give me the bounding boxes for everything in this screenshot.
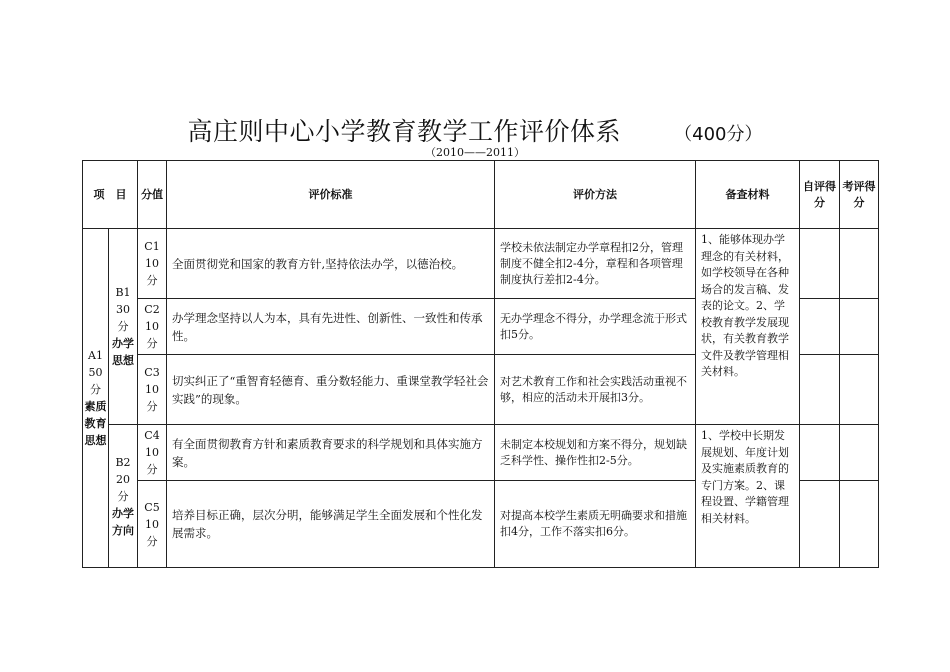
b2-category-cell bbox=[109, 425, 138, 568]
c4-standard: 有全面贯彻教育方针和素质教育要求的科学规划和具体实施方案。 bbox=[167, 425, 495, 481]
c5-standard: 培养目标正确，层次分明，能够满足学生全面发展和个性化发展需求。 bbox=[167, 481, 495, 568]
c2-score: C2 10 分 bbox=[138, 299, 167, 355]
total-score: （400分） bbox=[674, 124, 763, 145]
c4-check-score-cell[interactable] bbox=[840, 425, 879, 481]
table-row bbox=[83, 425, 879, 481]
a1-code: A1 50 分 bbox=[88, 349, 103, 396]
a1-category-cell bbox=[83, 229, 109, 568]
c4-method: 未制定本校规划和方案不得分，规划缺乏科学性、操作性扣2-5分。 bbox=[495, 425, 696, 481]
b1-category-cell bbox=[109, 229, 138, 425]
c2-self-score-cell[interactable] bbox=[800, 299, 840, 355]
c5-self-score-cell[interactable] bbox=[800, 481, 840, 568]
col-header-check-score: 考评得分 bbox=[840, 161, 879, 229]
materials-group-2: 1、学校中长期发展规划、年度计划及实施素质教育的专门方案。2、课程设置、学籍管理相关材料。 bbox=[696, 425, 800, 568]
col-header-standard: 评价标准 bbox=[167, 161, 495, 229]
title-text: 高庄则中心小学教育教学工作评价体系 bbox=[187, 117, 622, 146]
c3-self-score-cell[interactable] bbox=[800, 355, 840, 425]
c1-method: 学校未依法制定办学章程扣2分，管理制度不健全扣2-4分，章程和各项管理制度执行差扣2-4分。 bbox=[495, 229, 696, 299]
b1-code: B1 30 分 bbox=[115, 286, 131, 333]
c5-score: C5 10 分 bbox=[138, 481, 167, 568]
c3-check-score-cell[interactable] bbox=[840, 355, 879, 425]
c1-standard: 全面贯彻党和国家的教育方针,坚持依法办学，以德治校。 bbox=[167, 229, 495, 299]
col-header-materials: 备查材料 bbox=[696, 161, 800, 229]
c5-method: 对提高本校学生素质无明确要求和措施扣4分，工作不落实扣6分。 bbox=[495, 481, 696, 568]
col-header-method: 评价方法 bbox=[495, 161, 696, 229]
c3-method: 对艺术教育工作和社会实践活动重视不够，相应的活动未开展扣3分。 bbox=[495, 355, 696, 425]
b2-code: B2 20 分 bbox=[115, 455, 131, 503]
col-header-score: 分值 bbox=[138, 161, 167, 229]
table-row bbox=[83, 229, 879, 299]
evaluation-table bbox=[82, 160, 879, 568]
c2-standard: 办学理念坚持以人为本，具有先进性、创新性、一致性和传承性。 bbox=[167, 299, 495, 355]
c1-self-score-cell[interactable] bbox=[800, 229, 840, 299]
materials-group-1: 1、能够体现办学理念的有关材料，如学校领导在各种场合的发言稿、发表的论文。2、学校教育教学发展现状，有关教育教学文件及教学管理相关材料。 bbox=[696, 229, 800, 425]
b1-title: 办学思想 bbox=[112, 337, 134, 367]
c3-standard: 切实纠正了“重智育轻德育、重分数轻能力、重课堂教学轻社会实践”的现象。 bbox=[167, 355, 495, 425]
c4-score: C4 10 分 bbox=[138, 425, 167, 481]
c3-score: C3 10 分 bbox=[138, 355, 167, 425]
c2-method: 无办学理念不得分，办学理念流于形式扣5分。 bbox=[495, 299, 696, 355]
c4-self-score-cell[interactable] bbox=[800, 425, 840, 481]
col-header-item: 项 目 bbox=[83, 161, 138, 229]
col-header-self-score: 自评得分 bbox=[800, 161, 840, 229]
table-header-row bbox=[83, 161, 879, 229]
c1-score: C1 10 分 bbox=[138, 229, 167, 299]
c1-check-score-cell[interactable] bbox=[840, 229, 879, 299]
a1-title: 素质教育思想 bbox=[84, 400, 107, 447]
school-year: （2010——2011） bbox=[425, 146, 525, 159]
c2-check-score-cell[interactable] bbox=[840, 299, 879, 355]
b2-title: 办学方向 bbox=[112, 506, 134, 537]
document-title bbox=[0, 112, 950, 148]
c5-check-score-cell[interactable] bbox=[840, 481, 879, 568]
